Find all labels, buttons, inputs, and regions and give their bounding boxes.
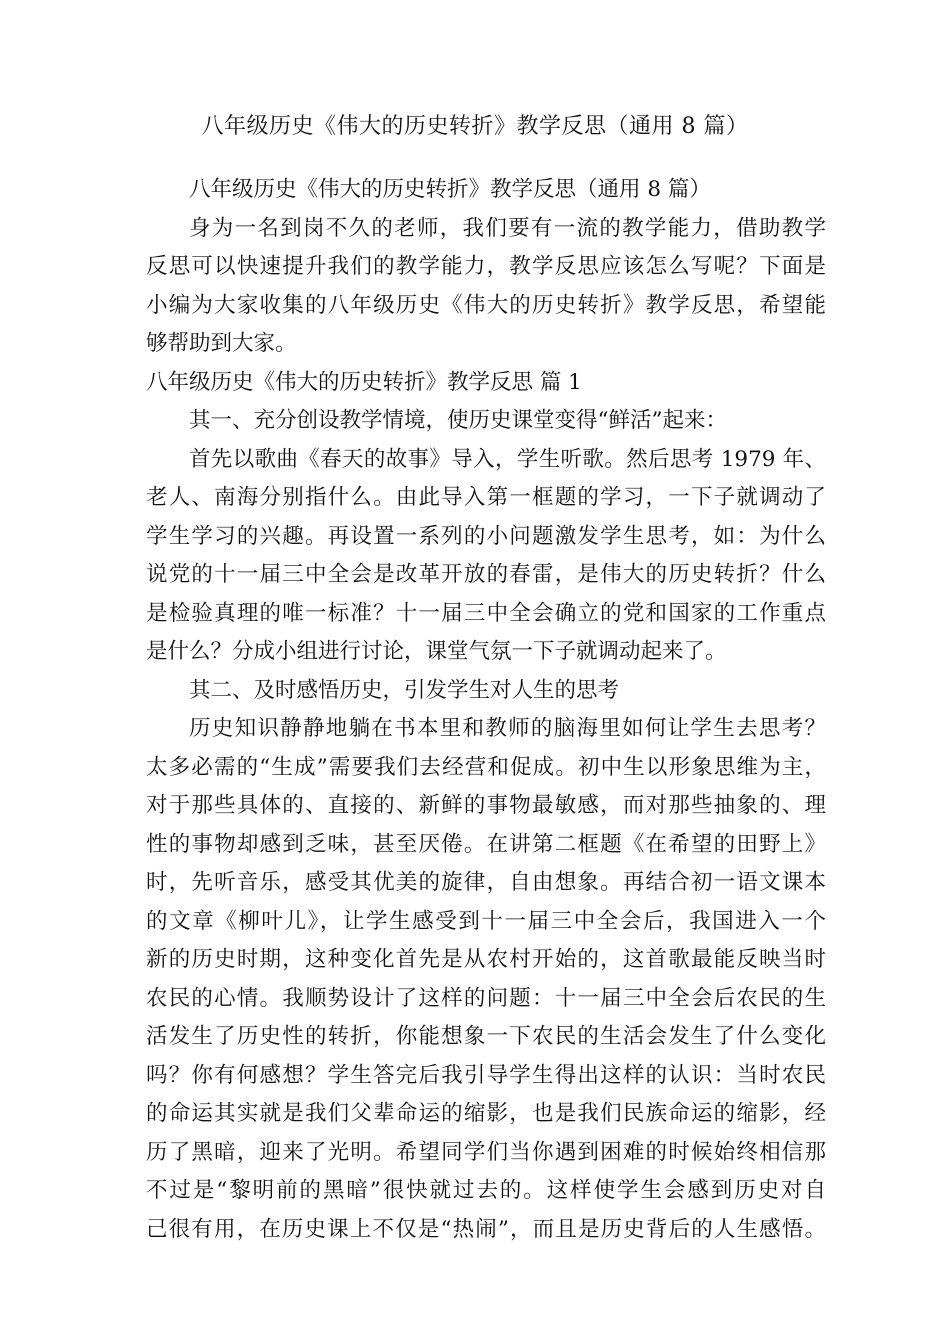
text-line: 其一、充分创设教学情境，使历史课堂变得“鲜活”起来：	[189, 408, 727, 433]
text-line: 是检验真理的唯一标准？十一届三中全会确立的党和国家的工作重点	[146, 600, 826, 626]
text-line: 活发生了历史性的转折，你能想象一下农民的生活会发生了什么变化	[146, 1024, 826, 1049]
text-line: 是什么？分成小组进行讨论，课堂气氛一下子就调动起来了。	[146, 639, 727, 664]
text-line: 时，先听音乐，感受其优美的旋律，自由想象。再结合初一语文课本	[146, 870, 826, 895]
text-line: 老人、南海分别指什么。由此导入第一框题的学习，一下子就调动了	[146, 485, 826, 510]
text-line: 学生学习的兴趣。再设置一系列的小问题激发学生思考，如：为什么	[146, 523, 826, 549]
text-line: 反思可以快速提升我们的教学能力，教学反思应该怎么写呢？下面是	[146, 254, 826, 279]
text-line: 太多必需的“生成”需要我们去经营和促成。初中生以形象思维为主，	[146, 754, 826, 780]
text-line: 己很有用，在历史课上不仅是“热闹”，而且是历史背后的人生感悟。	[146, 1216, 826, 1242]
text-line: 新的历史时期，这种变化首先是从农村开始的，这首歌最能反映当时	[146, 947, 826, 972]
text-line: 说党的十一届三中全会是改革开放的春雷，是伟大的历史转折？什么	[146, 562, 826, 587]
text-line: 的文章《柳叶儿》，让学生感受到十一届三中全会后，我国进入一个	[146, 908, 826, 934]
text-line: 首先以歌曲《春天的故事》导入，学生听歌。然后思考 1979 年、	[189, 446, 826, 472]
text-line: 历了黑暗，迎来了光明。希望同学们当你遇到困难的时候始终相信那	[146, 1139, 826, 1165]
text-line: 其二、及时感悟历史，引发学生对人生的思考	[189, 677, 620, 703]
document-title: 八年级历史《伟大的历史转折》教学反思（通用 8 篇）	[201, 114, 749, 139]
text-line: 八年级历史《伟大的历史转折》教学反思（通用 8 篇）	[189, 177, 711, 202]
text-line: 身为一名到岗不久的老师，我们要有一流的教学能力，借助教学	[189, 215, 826, 241]
text-line: 历史知识静静地躺在书本里和教师的脑海里如何让学生去思考？	[189, 716, 826, 741]
document-body	[146, 171, 826, 1249]
text-line: 不过是“黎明前的黑暗”很快就过去的。这样使学生会感到历史对自	[146, 1178, 826, 1203]
text-line: 农民的心情。我顺势设计了这样的问题：十一届三中全会后农民的生	[146, 985, 826, 1011]
text-line: 小编为大家收集的八年级历史《伟大的历史转折》教学反思，希望能	[146, 292, 826, 318]
text-line: 对于那些具体的、直接的、新鲜的事物最敏感，而对那些抽象的、理	[146, 793, 826, 818]
text-line: 的命运其实就是我们父辈命运的缩影，也是我们民族命运的缩影，经	[146, 1101, 826, 1126]
text-line: 够帮助到大家。	[146, 331, 297, 356]
text-line: 性的事物却感到乏味，甚至厌倦。在讲第二框题《在希望的田野上》	[146, 831, 826, 857]
text-line: 八年级历史《伟大的历史转折》教学反思 篇 1	[146, 369, 582, 395]
text-line: 吗？你有何感想？学生答完后我引导学生得出这样的认识：当时农民	[146, 1062, 826, 1088]
